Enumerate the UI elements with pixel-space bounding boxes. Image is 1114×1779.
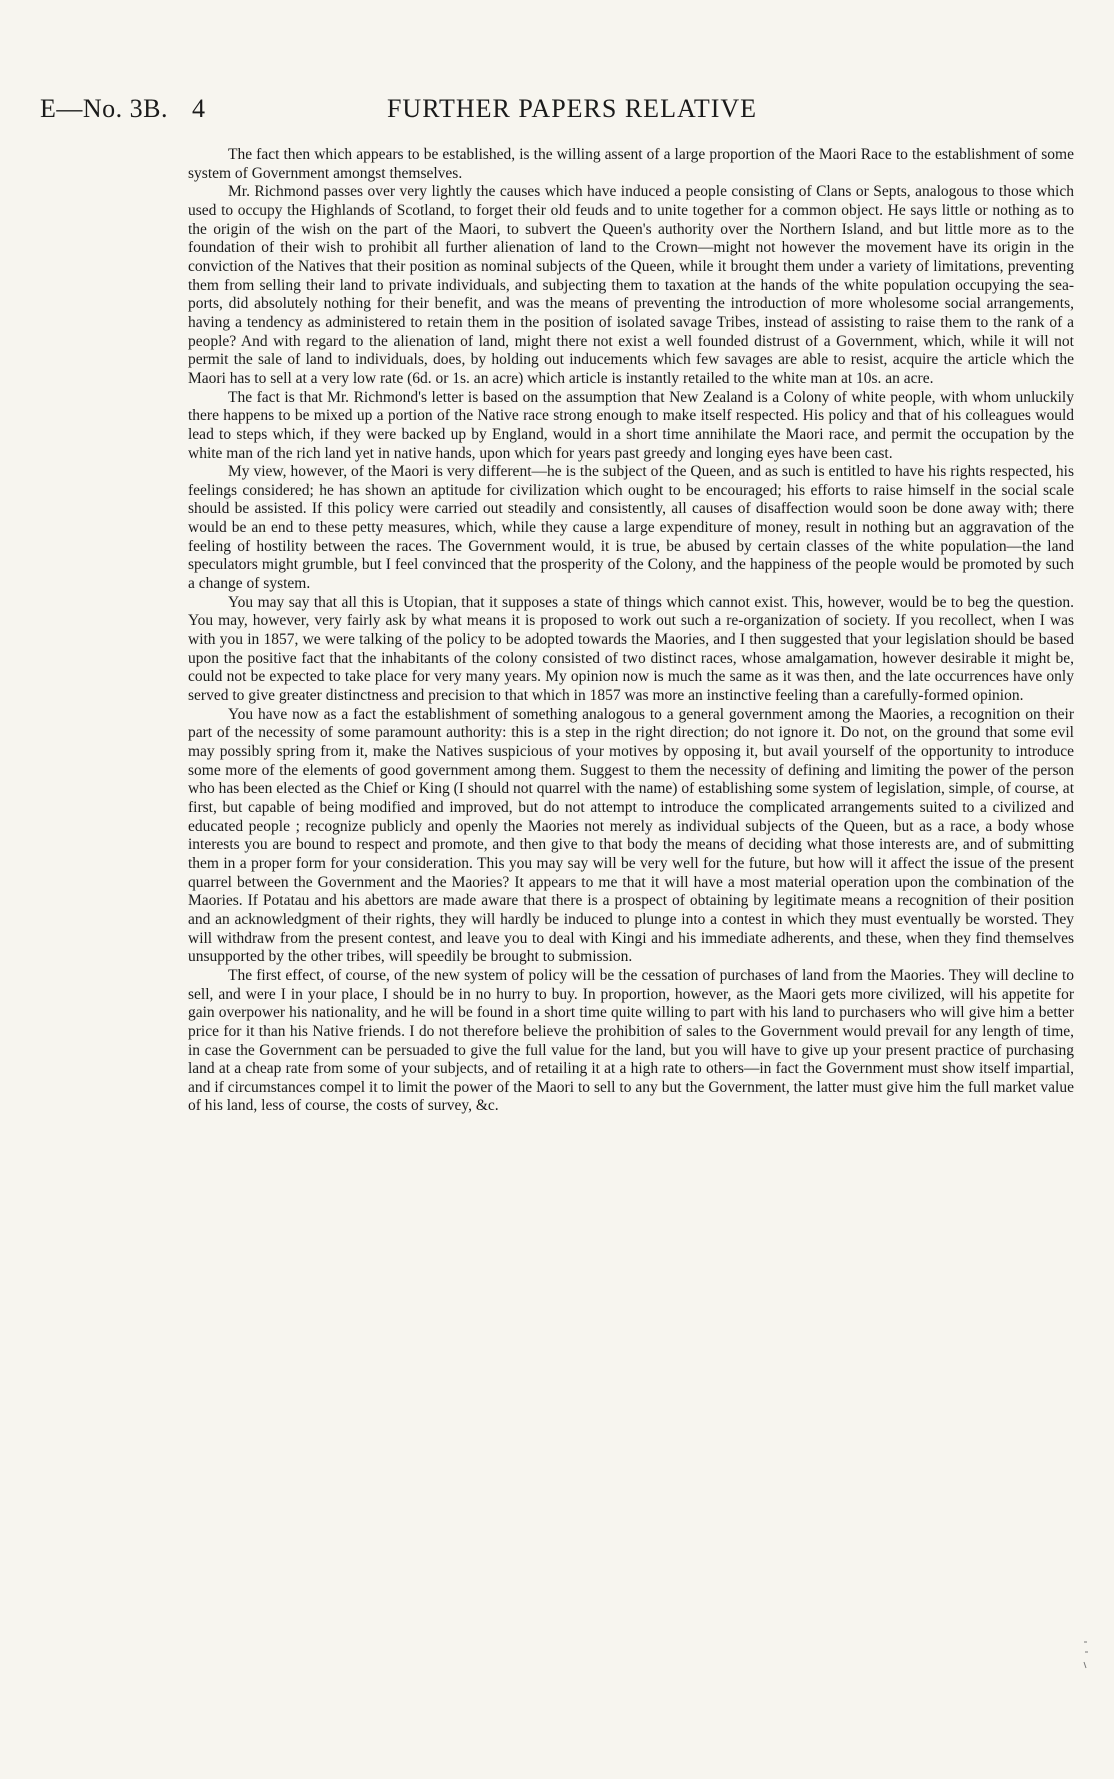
body-text [188,146,1074,1116]
paragraph-5: You may say that all this is Utopian, that it supposes a state of things which cannot exist. This, however, would be to beg the question. You may, however, very fairly ask by what means it is proposed to work out such a re-organization of society. If you recollect, when I was with you in 1857, we were talking of the policy to be adopted towards the Maories, and I then suggested that your legislation should be based upon the positive fact that the inhabitants of the colony consisted of two distinct races, whose amalgamation, however desirable it might be, could not be expected to take place for very many years. My opinion now is much the same as it was then, and the late occurrences have only served to give greater distinctness and precision to that which in 1857 was more an instinctive feeling than a carefully-formed opinion. [188,593,1074,705]
paragraph-1: The fact then which appears to be established, is the willing assent of a large proportion of the Maori Race to the establishment of some system of Government amongst themselves. [188,146,1074,182]
page-header [40,92,1084,132]
paragraph-2: Mr. Richmond passes over very lightly the causes which have induced a people consisting of Clans or Septs, analogous to those which used to occupy the Highlands of Scotland, to forget their old feuds and to unite together for a common object. He says little or nothing as to the origin of the wish on the part of the Maori, to subvert the Queen's authority over the Northern Island, and but little more as to the foundation of their wish to prohibit all further alienation of land to the Crown—might not however the movement have its origin in the conviction of the Natives that their position as nominal subjects of the Queen, while it brought them under a variety of limitations, preventing them from selling their land to private individuals, and subjecting them to taxation at the hands of the white population occupying the sea-ports, did absolutely nothing for their benefit, and was the means of preventing the introduction of more wholesome social arrangements, having a tendency as administered to retain them in the position of isolated savage Tribes, instead of assisting to raise them to the rank of a people? And with regard to the alienation of land, might there not exist a well founded distrust of a Government, which, while it will not permit the sale of land to individuals, does, by holding out inducements which few savages are able to resist, acquire the article which the Maori has to sell at a very low rate (6d. or 1s. an acre) which article is instantly retailed to the white man at 10s. an acre. [188,183,1074,387]
margin-scan-marks [1080,1640,1090,1678]
scan-mark-icon [1080,1640,1090,1674]
paragraph-6: You have now as a fact the establishment of something analogous to a general government among the Maories, a recognition on their part of the necessity of some paramount authority: this is a step in the right direction; do not ignore it. Do not, on the ground that some evil may possibly spring from it, make the Natives suspicious of your motives by opposing it, but avail yourself of the opportunity to introduce some more of the elements of good government among them. Suggest to them the necessity of defining and limiting the power of the person who has been elected as the Chief or King (I should not quarrel with the name) of establishing some system of legislation, simple, of course, at first, but capable of being modified and improved, but do not attempt to introduce the complicated arrangements suited to a civilized and educated people ; recognize publicly and openly the Maories not merely as individual subjects of the Queen, but as a race, a body whose interests you are bound to respect and promote, and then give to that body the means of deciding what those interests are, and of submitting them in a proper form for your consideration. This you may say will be very well for the future, but how will it affect the issue of the present quarrel between the Government and the Maories? It appears to me that it will have a most material operation upon the combination of the Maories. If Potatau and his abettors are made aware that there is a prospect of obtaining by legitimate means a recognition of their position and an acknowledgment of their rights, they will hardly be induced to plunge into a contest in which they must eventually be worsted. They will withdraw from the present contest, and leave you to deal with Kingi and his immediate adherents, and these, when they find themselves unsupported by the other tribes, will speedily be brought to submission. [188,705,1074,966]
paragraph-4: My view, however, of the Maori is very different—he is the subject of the Queen, and as such is entitled to have his rights respected, his feelings considered; he has shown an aptitude for civilization which ought to be encouraged; his efforts to raise himself in the social scale should be assisted. If this policy were carried out steadily and consistently, all causes of disaffection would soon be done away with; there would be an end to these petty measures, which, while they cause a large expenditure of money, result in nothing but an aggravation of the feeling of hostility between the races. The Government would, it is true, be abused by certain classes of the white population—the land speculators might grumble, but I feel convinced that the prosperity of the Colony, and the happiness of the people would be promoted by such a change of system. [188,463,1074,593]
running-title: FURTHER PAPERS RELATIVE [386,94,758,123]
paragraph-7: The first effect, of course, of the new system of policy will be the cessation of purchases of land from the Maories. They will decline to sell, and were I in your place, I should be in no hurry to buy. In proportion, however, as the Maori gets more civilized, will his appetite for gain overpower his nationality, and he will be found in a short time quite willing to part with his land to purchasers who will give him a better price for it than his Native friends. I do not therefore believe the prohibition of sales to the Government would prevail for any length of time, in case the Government can be persuaded to give the full value for the land, but you will have to give up your present practice of purchasing land at a cheap rate from some of your subjects, and of retailing it at a high rate to others—in fact the Government must show itself impartial, and if circumstances compel it to limit the power of the Maori to sell to any but the Government, the latter must give him the full market value of his land, less of course, the costs of survey, &c. [188,966,1074,1115]
document-reference: E—No. 3B. [40,94,168,123]
paragraph-3: The fact is that Mr. Richmond's letter is based on the assumption that New Zealand is a Colony of white people, with whom unluckily there happens to be mixed up a portion of the Native race strong enough to make itself respected. His policy and that of his colleagues would lead to steps which, if they were backed up by England, would in a short time annihilate the Maori race, and permit the occupation by the white man of the rich land yet in native hands, upon which for years past greedy and longing eyes have been cast. [188,388,1074,462]
page-number: 4 [192,94,205,123]
